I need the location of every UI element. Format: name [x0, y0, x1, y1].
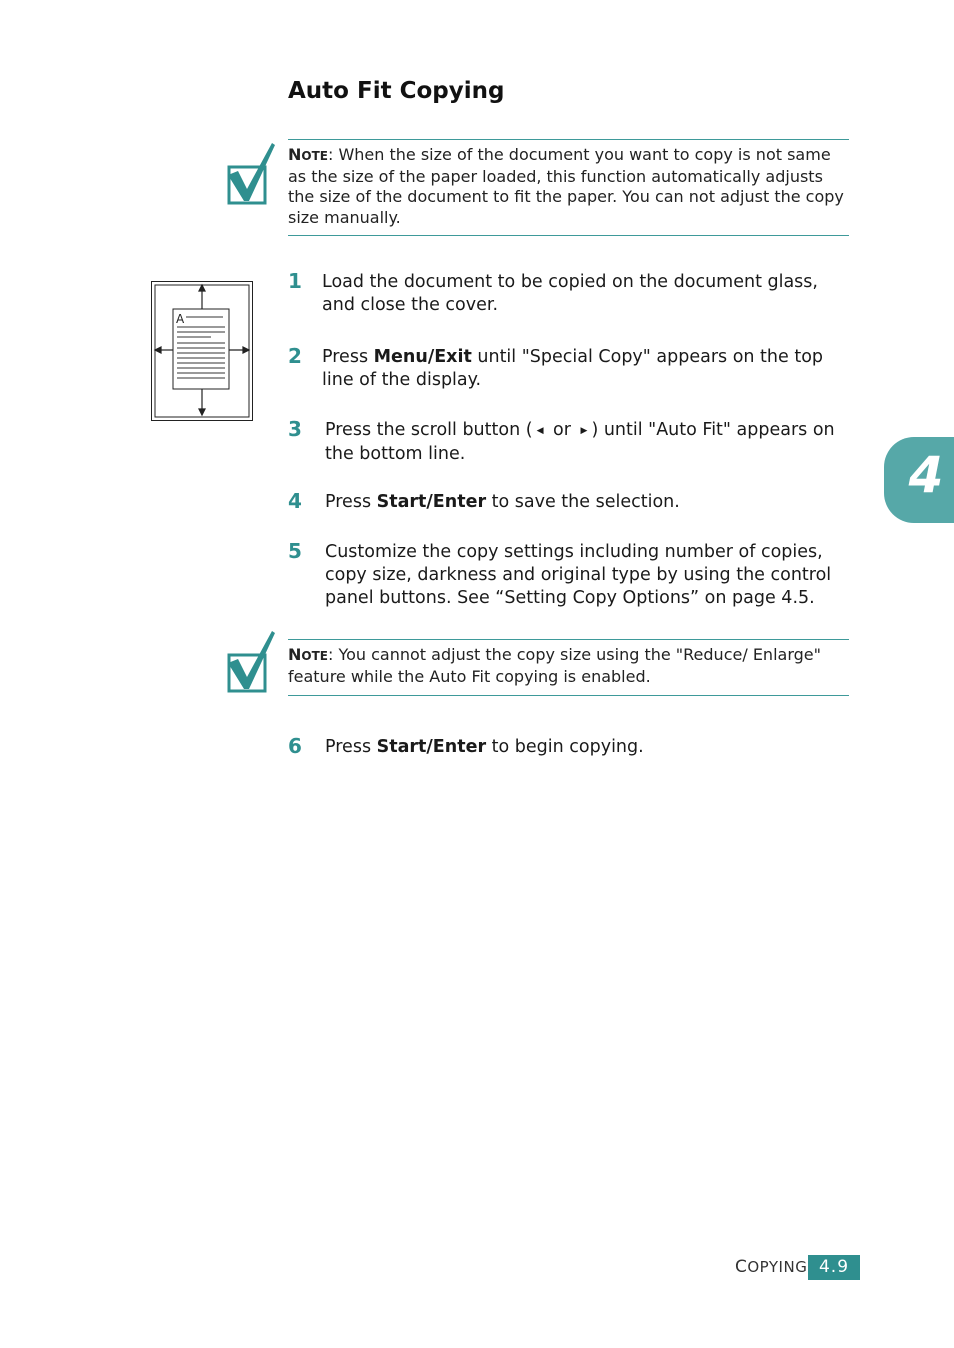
step-number: 3 — [288, 417, 302, 441]
right-triangle-icon: ▶ — [580, 426, 588, 436]
note-text: NOTE: You cannot adjust the copy size using the "Reduce/ Enlarge" feature while the Auto Fit copying is enabled. — [288, 645, 821, 686]
step-text: Press Start/Enter to save the selection. — [325, 492, 680, 512]
note-label: NOTE — [288, 145, 328, 164]
checkmark-note-icon — [226, 141, 276, 205]
note-box — [288, 139, 849, 236]
start-enter-key: Start/Enter — [376, 737, 487, 757]
step-text: Press Start/Enter to begin copying. — [325, 737, 644, 757]
step-text: Press Menu/Exit until "Special Copy" appears on the top line of the display. — [322, 347, 824, 390]
note-label: NOTE — [288, 645, 328, 664]
start-enter-key: Start/Enter — [376, 492, 487, 512]
illustration-letter: A — [176, 312, 185, 326]
step-text: Load the document to be copied on the document glass, and close the cover. — [322, 272, 818, 315]
note-text: NOTE: When the size of the document you want to copy is not same as the size of the paper loaded, this function automatically adjusts the size of the document to fit the paper. You can not adjust the copy size manually. — [288, 145, 844, 227]
section-title: Auto Fit Copying — [288, 78, 505, 104]
step-number: 5 — [288, 539, 302, 563]
footer-section-label: COPYING — [735, 1257, 808, 1277]
step-text: Press the scroll button ( ◀ or ▶ ) until "Auto Fit" appears on the bottom line. — [325, 420, 835, 464]
left-triangle-icon: ◀ — [536, 426, 544, 436]
page-number: 4.9 — [808, 1255, 860, 1280]
auto-fit-document-icon — [151, 281, 253, 421]
step-number: 4 — [288, 489, 302, 513]
checkmark-note-icon — [226, 629, 276, 693]
chapter-number: 4 — [908, 446, 944, 504]
note-box — [288, 639, 849, 696]
menu-exit-key: Menu/Exit — [373, 347, 472, 367]
step-number: 6 — [288, 734, 302, 758]
step-number: 2 — [288, 344, 302, 368]
step-text: Customize the copy settings including number of copies, copy size, darkness and original type by using the control panel buttons. See “Setting Copy Options” on page 4.5. — [325, 542, 832, 608]
step-number: 1 — [288, 269, 302, 293]
